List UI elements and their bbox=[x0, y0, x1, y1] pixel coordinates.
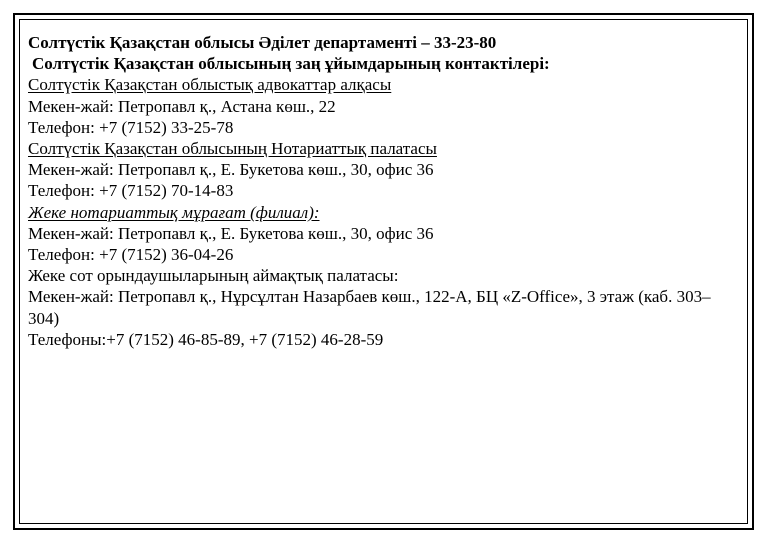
document-inner-border bbox=[19, 19, 748, 524]
org-name-advocates: Солтүстік Қазақстан облыстық адвокаттар алқасы bbox=[28, 75, 392, 95]
org-name-notary-chamber: Солтүстік Қазақстан облысының Нотариаттық палатасы bbox=[28, 139, 437, 159]
department-heading: Солтүстік Қазақстан облысы Әділет департаменті – 33-23-80 bbox=[28, 33, 497, 52]
org-address-bailiffs-chamber: Мекен-жай: Петропавл қ., Нұрсұлтан Назарбаев көш., 122-А, БЦ «Z-Office», 3 этаж (каб. 303–304) bbox=[28, 287, 711, 328]
org-address-notary-archive: Мекен-жай: Петропавл қ., Е. Букетова көш., 30, офис 36 bbox=[28, 223, 434, 243]
org-phone-bailiffs-chamber: Телефоны:+7 (7152) 46-85-89, +7 (7152) 46-28-59 bbox=[28, 329, 384, 349]
contacts-heading: Солтүстік Қазақстан облысының заң ұйымдарының контактілері: bbox=[32, 54, 550, 74]
org-phone-advocates: Телефон: +7 (7152) 33-25-78 bbox=[28, 117, 234, 137]
org-address-notary-chamber: Мекен-жай: Петропавл қ., Е. Букетова көш., 30, офис 36 bbox=[28, 160, 434, 180]
org-name-bailiffs-chamber: Жеке сот орындаушыларының аймақтық палатасы: bbox=[28, 266, 399, 286]
org-address-advocates: Мекен-жай: Петропавл қ., Астана көш., 22 bbox=[28, 96, 336, 116]
document-body bbox=[28, 32, 741, 350]
org-phone-notary-archive: Телефон: +7 (7152) 36-04-26 bbox=[28, 245, 234, 265]
document-outer-border bbox=[13, 13, 754, 530]
org-name-notary-archive: Жеке нотариаттық мұрағат (филиал): bbox=[28, 202, 320, 222]
org-phone-notary-chamber: Телефон: +7 (7152) 70-14-83 bbox=[28, 181, 234, 201]
